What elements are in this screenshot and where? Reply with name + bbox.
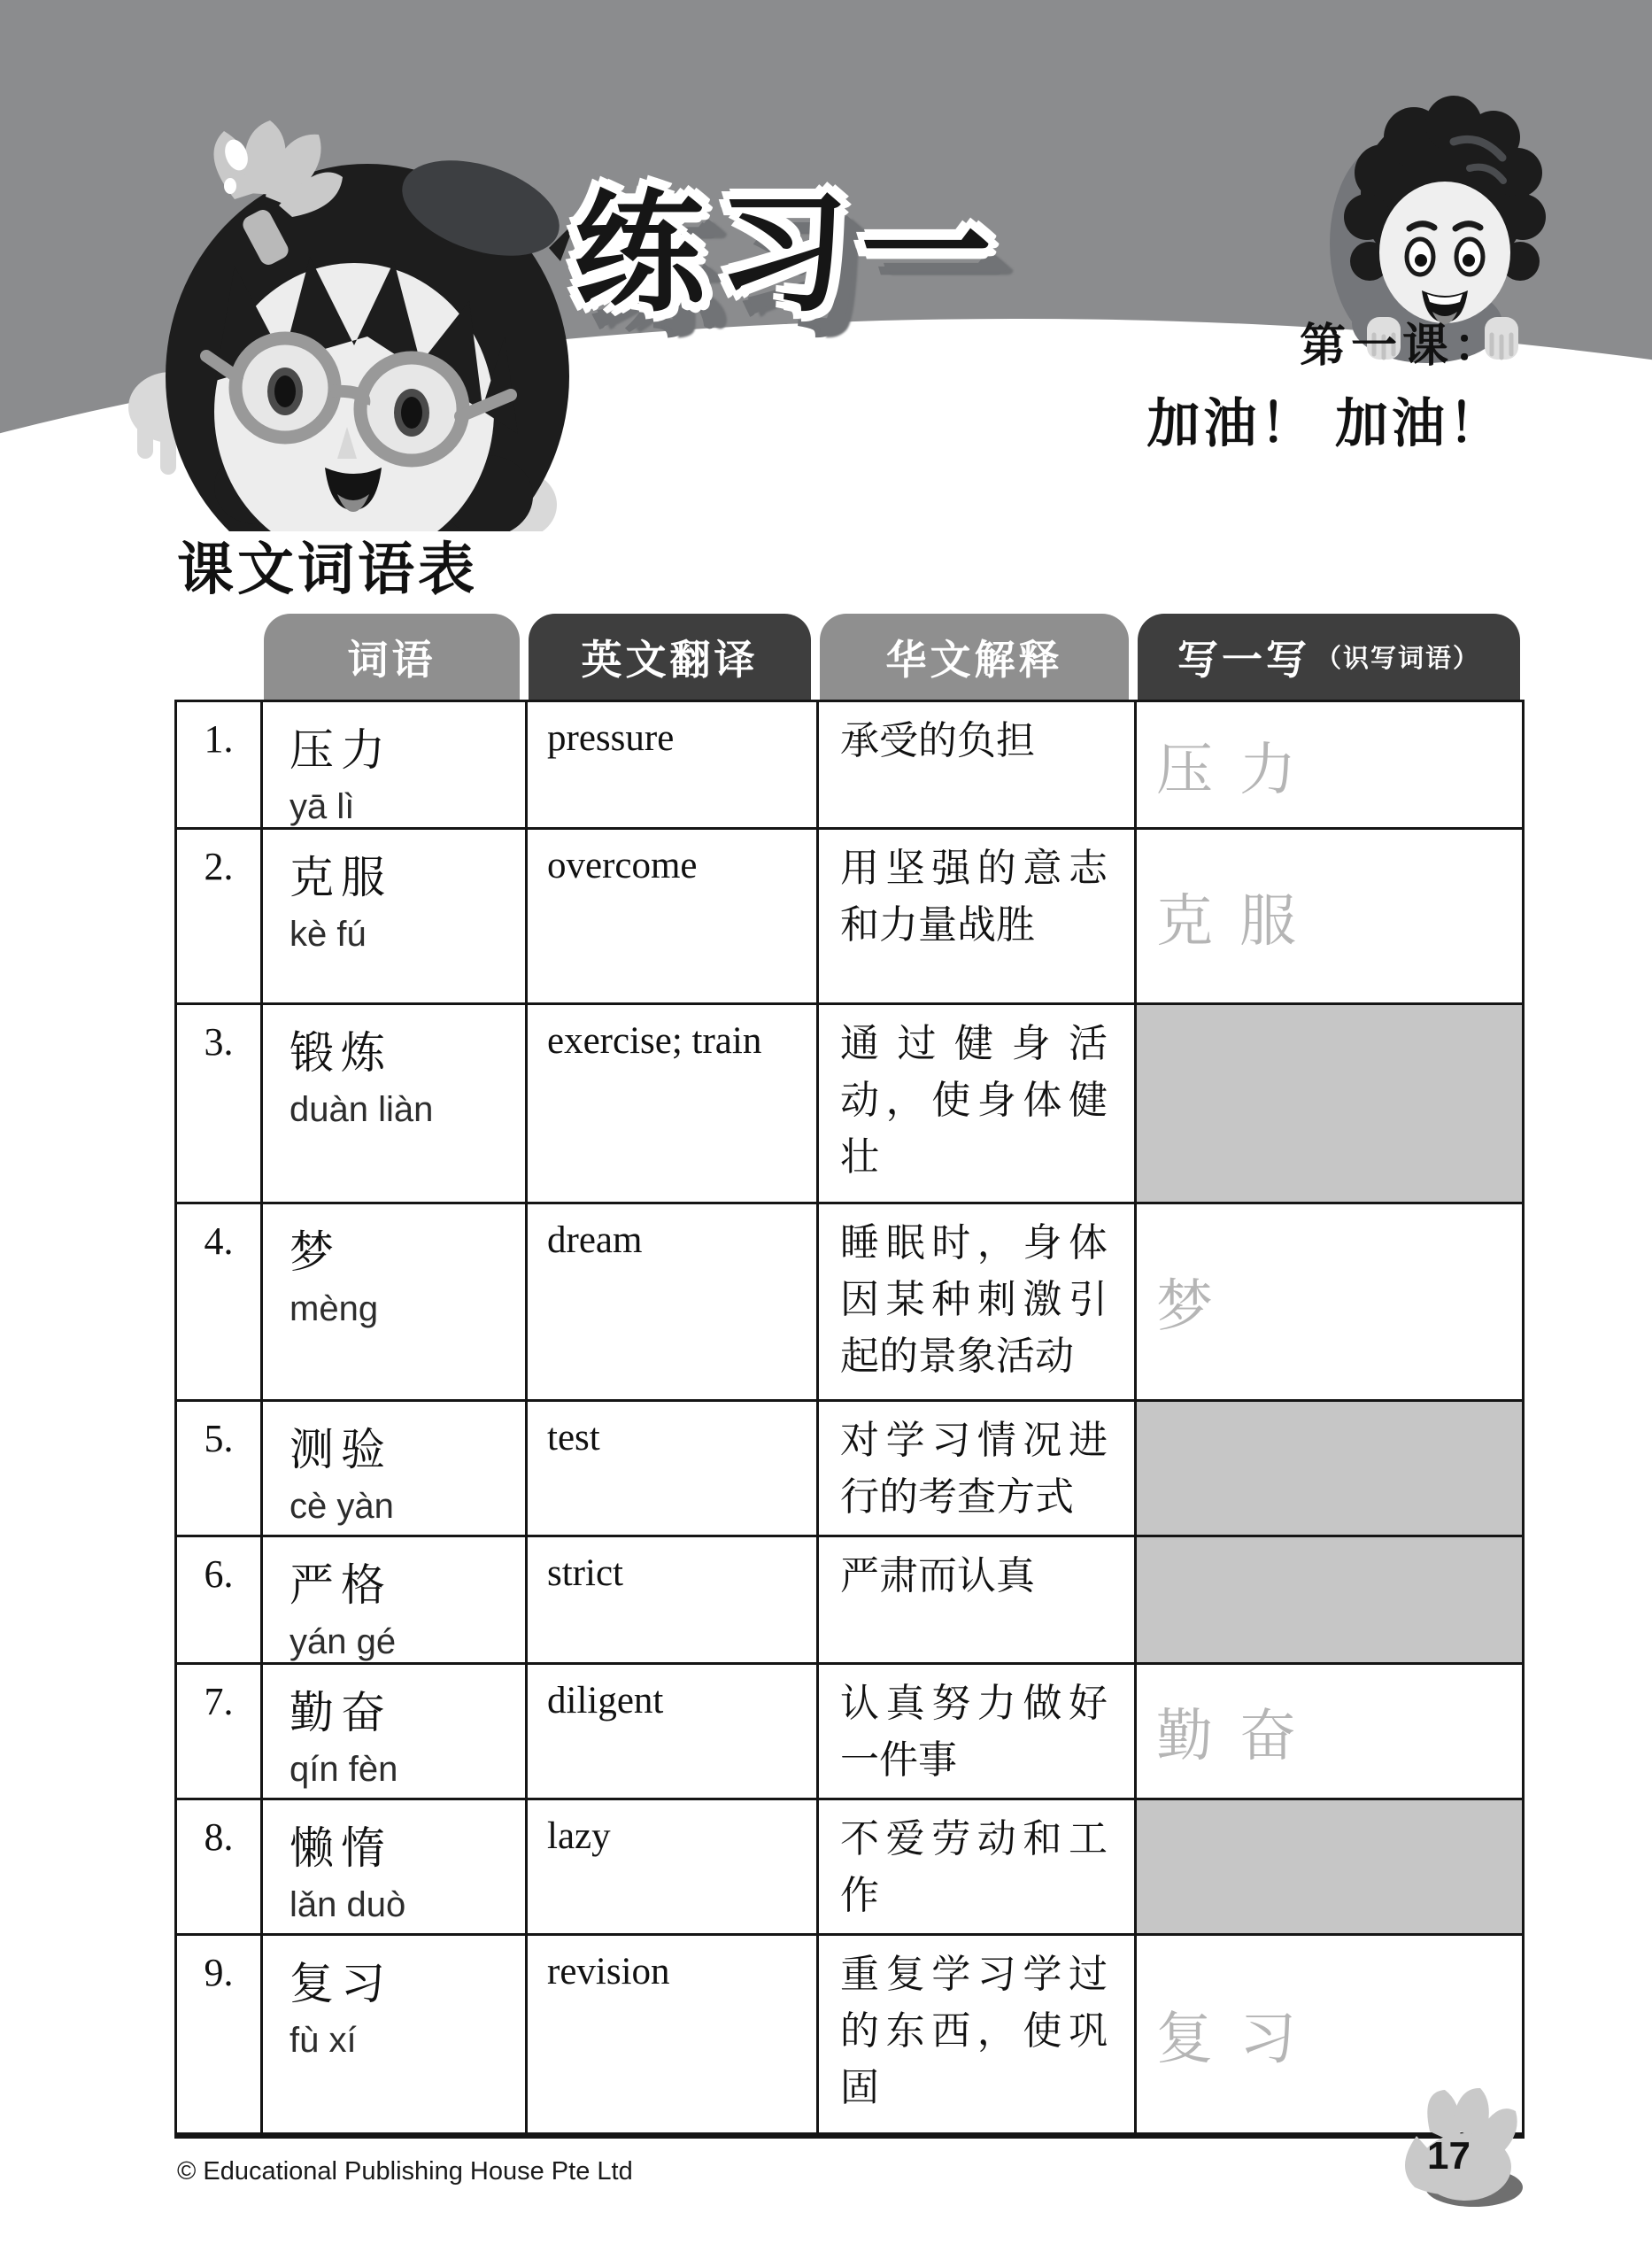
word-cell: 梦 mèng [263, 1204, 525, 1399]
copyright-text: © Educational Publishing House Pte Ltd [177, 2157, 633, 2186]
word-cell: 克服 kè fú [263, 830, 525, 1002]
section-title: 课文词语表 [177, 538, 478, 601]
english-cell: strict [528, 1537, 816, 1662]
write-practice-cell[interactable]: 梦 [1137, 1204, 1522, 1399]
english-cell: diligent [528, 1665, 816, 1798]
english-cell: test [528, 1402, 816, 1535]
column-header-english: 英文翻译 [529, 614, 811, 700]
word-cell: 勤奋 qín fèn [263, 1665, 525, 1798]
header-spacer [174, 614, 259, 700]
english-cell: pressure [528, 702, 816, 827]
exercise-title: 练习一 [574, 181, 1004, 327]
row-number: 7. [177, 1665, 260, 1798]
girl-illustration [102, 115, 571, 531]
word-cell: 测验 cè yàn [263, 1402, 525, 1535]
lesson-heading [1146, 308, 1505, 458]
word-cell: 严格 yán gé [263, 1537, 525, 1662]
write-practice-cell[interactable] [1137, 1005, 1522, 1202]
row-number: 2. [177, 830, 260, 1002]
table-header-row [174, 614, 1525, 700]
english-cell: overcome [528, 830, 816, 1002]
word-cell: 锻炼 duàn liàn [263, 1005, 525, 1202]
word-cell: 复习 fù xí [263, 1936, 525, 2132]
explanation-cell: 严肃而认真 [819, 1537, 1134, 1662]
lesson-name: 加油！ 加油！ [1146, 394, 1505, 453]
row-number: 8. [177, 1800, 260, 1933]
write-practice-cell[interactable] [1137, 1402, 1522, 1535]
row-number: 1. [177, 702, 260, 827]
explanation-cell: 承受的负担 [819, 702, 1134, 827]
column-header-word: 词语 [264, 614, 520, 700]
write-practice-cell[interactable]: 复习 [1137, 1936, 1522, 2132]
write-practice-cell[interactable]: 压力 [1137, 702, 1522, 827]
english-cell: dream [528, 1204, 816, 1399]
explanation-cell: 不爱劳动和工作 [819, 1800, 1134, 1933]
english-cell: lazy [528, 1800, 816, 1933]
row-number: 5. [177, 1402, 260, 1535]
write-practice-cell[interactable]: 克服 [1137, 830, 1522, 1002]
explanation-cell: 对学习情况进行的考查方式 [819, 1402, 1134, 1535]
lesson-label: 第一课： [1299, 321, 1505, 372]
word-cell: 懒惰 lǎn duò [263, 1800, 525, 1933]
page-number: 17 [1427, 2134, 1471, 2178]
explanation-cell: 认真努力做好一件事 [819, 1665, 1134, 1798]
explanation-cell: 睡眠时，身体因某种刺激引起的景象活动 [819, 1204, 1134, 1399]
vocab-table [174, 614, 1525, 2139]
page-number-badge [1390, 2083, 1540, 2216]
column-header-explanation: 华文解释 [820, 614, 1129, 700]
row-number: 9. [177, 1936, 260, 2132]
table-body [174, 700, 1525, 2139]
explanation-cell: 用坚强的意志和力量战胜 [819, 830, 1134, 1002]
english-cell: exercise; train [528, 1005, 816, 1202]
explanation-cell: 重复学习学过的东西，使巩固 [819, 1936, 1134, 2132]
word-cell: 压力 yā lì [263, 702, 525, 827]
column-header-write: 写一写 （识写词语） [1138, 614, 1520, 700]
write-practice-cell[interactable] [1137, 1800, 1522, 1933]
row-number: 4. [177, 1204, 260, 1399]
write-practice-cell[interactable]: 勤奋 [1137, 1665, 1522, 1798]
english-cell: revision [528, 1936, 816, 2132]
row-number: 3. [177, 1005, 260, 1202]
write-practice-cell[interactable] [1137, 1537, 1522, 1662]
explanation-cell: 通过健身活动，使身体健壮 [819, 1005, 1134, 1202]
row-number: 6. [177, 1537, 260, 1662]
